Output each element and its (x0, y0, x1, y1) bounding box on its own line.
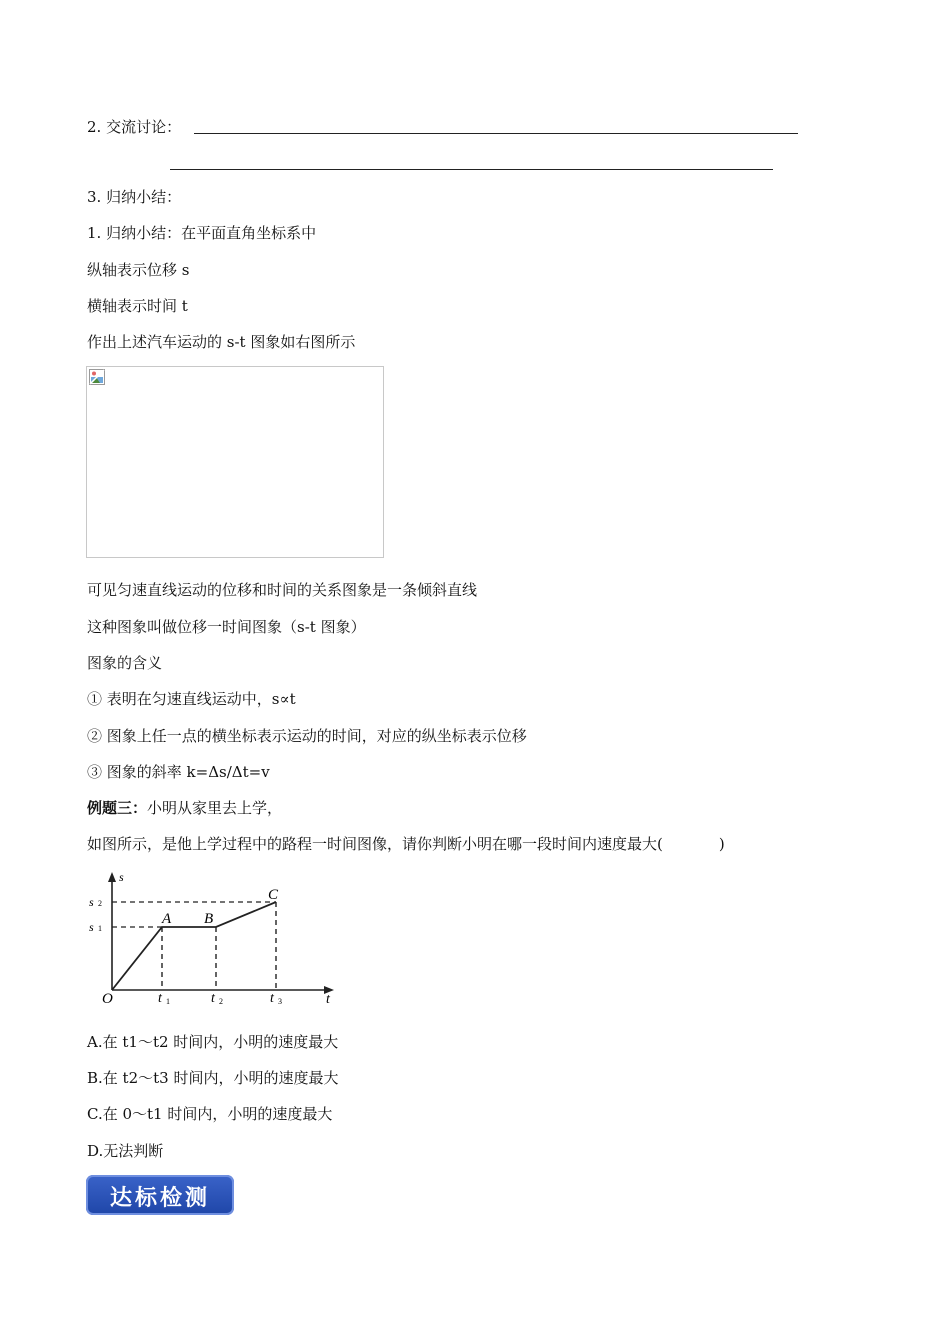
meaning-1: ① 表明在匀速直线运动中，s∝t (87, 690, 296, 708)
t1-label: t (158, 991, 162, 1006)
s1-label: s (89, 920, 94, 934)
answer-line-1[interactable] (194, 133, 798, 134)
s2-subscript: 2 (98, 899, 102, 908)
example-heading (87, 798, 282, 818)
section-3-label: 3. 归纳小结： (87, 188, 182, 206)
conclusion-line-1: 可见匀速直线运动的位移和时间的关系图象是一条倾斜直线 (87, 581, 478, 599)
example-question (87, 834, 725, 854)
question-close: ) (718, 835, 725, 853)
conclusion-line-3: 图象的含义 (87, 654, 163, 672)
t3-subscript: 3 (278, 997, 282, 1006)
s2-label: s (89, 895, 94, 909)
vertical-axis-note: 纵轴表示位移 s (87, 261, 190, 279)
example-title: 例题三： (87, 799, 148, 817)
distance-time-graph (86, 866, 346, 1006)
option-a[interactable]: A.在 t1～t2 时间内，小明的速度最大 (87, 1033, 339, 1051)
section-2-label: 2. 交流讨论： (87, 118, 182, 136)
badge-label: 达标检测 (109, 1186, 210, 1211)
broken-image-icon (89, 369, 105, 385)
point-a-label: A (162, 911, 172, 927)
t1-subscript: 1 (166, 997, 170, 1006)
t2-subscript: 2 (219, 997, 223, 1006)
point-b-label: B (204, 911, 214, 927)
missing-figure (86, 366, 384, 558)
conclusion-line-2: 这种图象叫做位移一时间图象（s-t 图象） (87, 618, 366, 636)
answer-line-2[interactable] (170, 169, 773, 170)
option-c[interactable]: C.在 0～t1 时间内，小明的速度最大 (87, 1105, 333, 1123)
question-text: 如图所示，是他上学过程中的路程一时间图像，请你判断小明在哪一段时间内速度最大( (87, 835, 663, 853)
section-badge (86, 1175, 234, 1215)
t2-label: t (211, 991, 215, 1006)
option-d[interactable]: D.无法判断 (87, 1142, 164, 1160)
x-axis-label: t (326, 992, 330, 1006)
t3-label: t (270, 991, 274, 1006)
s1-subscript: 1 (98, 924, 102, 933)
option-b[interactable]: B.在 t2～t3 时间内，小明的速度最大 (87, 1069, 339, 1087)
summary-item-1: 1. 归纳小结：在平面直角坐标系中 (87, 224, 317, 242)
path-line (112, 902, 276, 990)
y-axis-label: s (119, 870, 124, 884)
example-intro: 小明从家里去上学， (147, 799, 283, 817)
origin-label: O (102, 991, 113, 1006)
plot-note: 作出上述汽车运动的 s-t 图象如右图所示 (87, 333, 356, 351)
meaning-3: ③ 图象的斜率 k=Δs/Δt=v (87, 763, 270, 781)
meaning-2: ② 图象上任一点的横坐标表示运动的时间，对应的纵坐标表示位移 (87, 727, 527, 745)
horizontal-axis-note: 横轴表示时间 t (87, 297, 188, 315)
y-axis-arrow (108, 872, 116, 882)
point-c-label: C (268, 887, 279, 903)
